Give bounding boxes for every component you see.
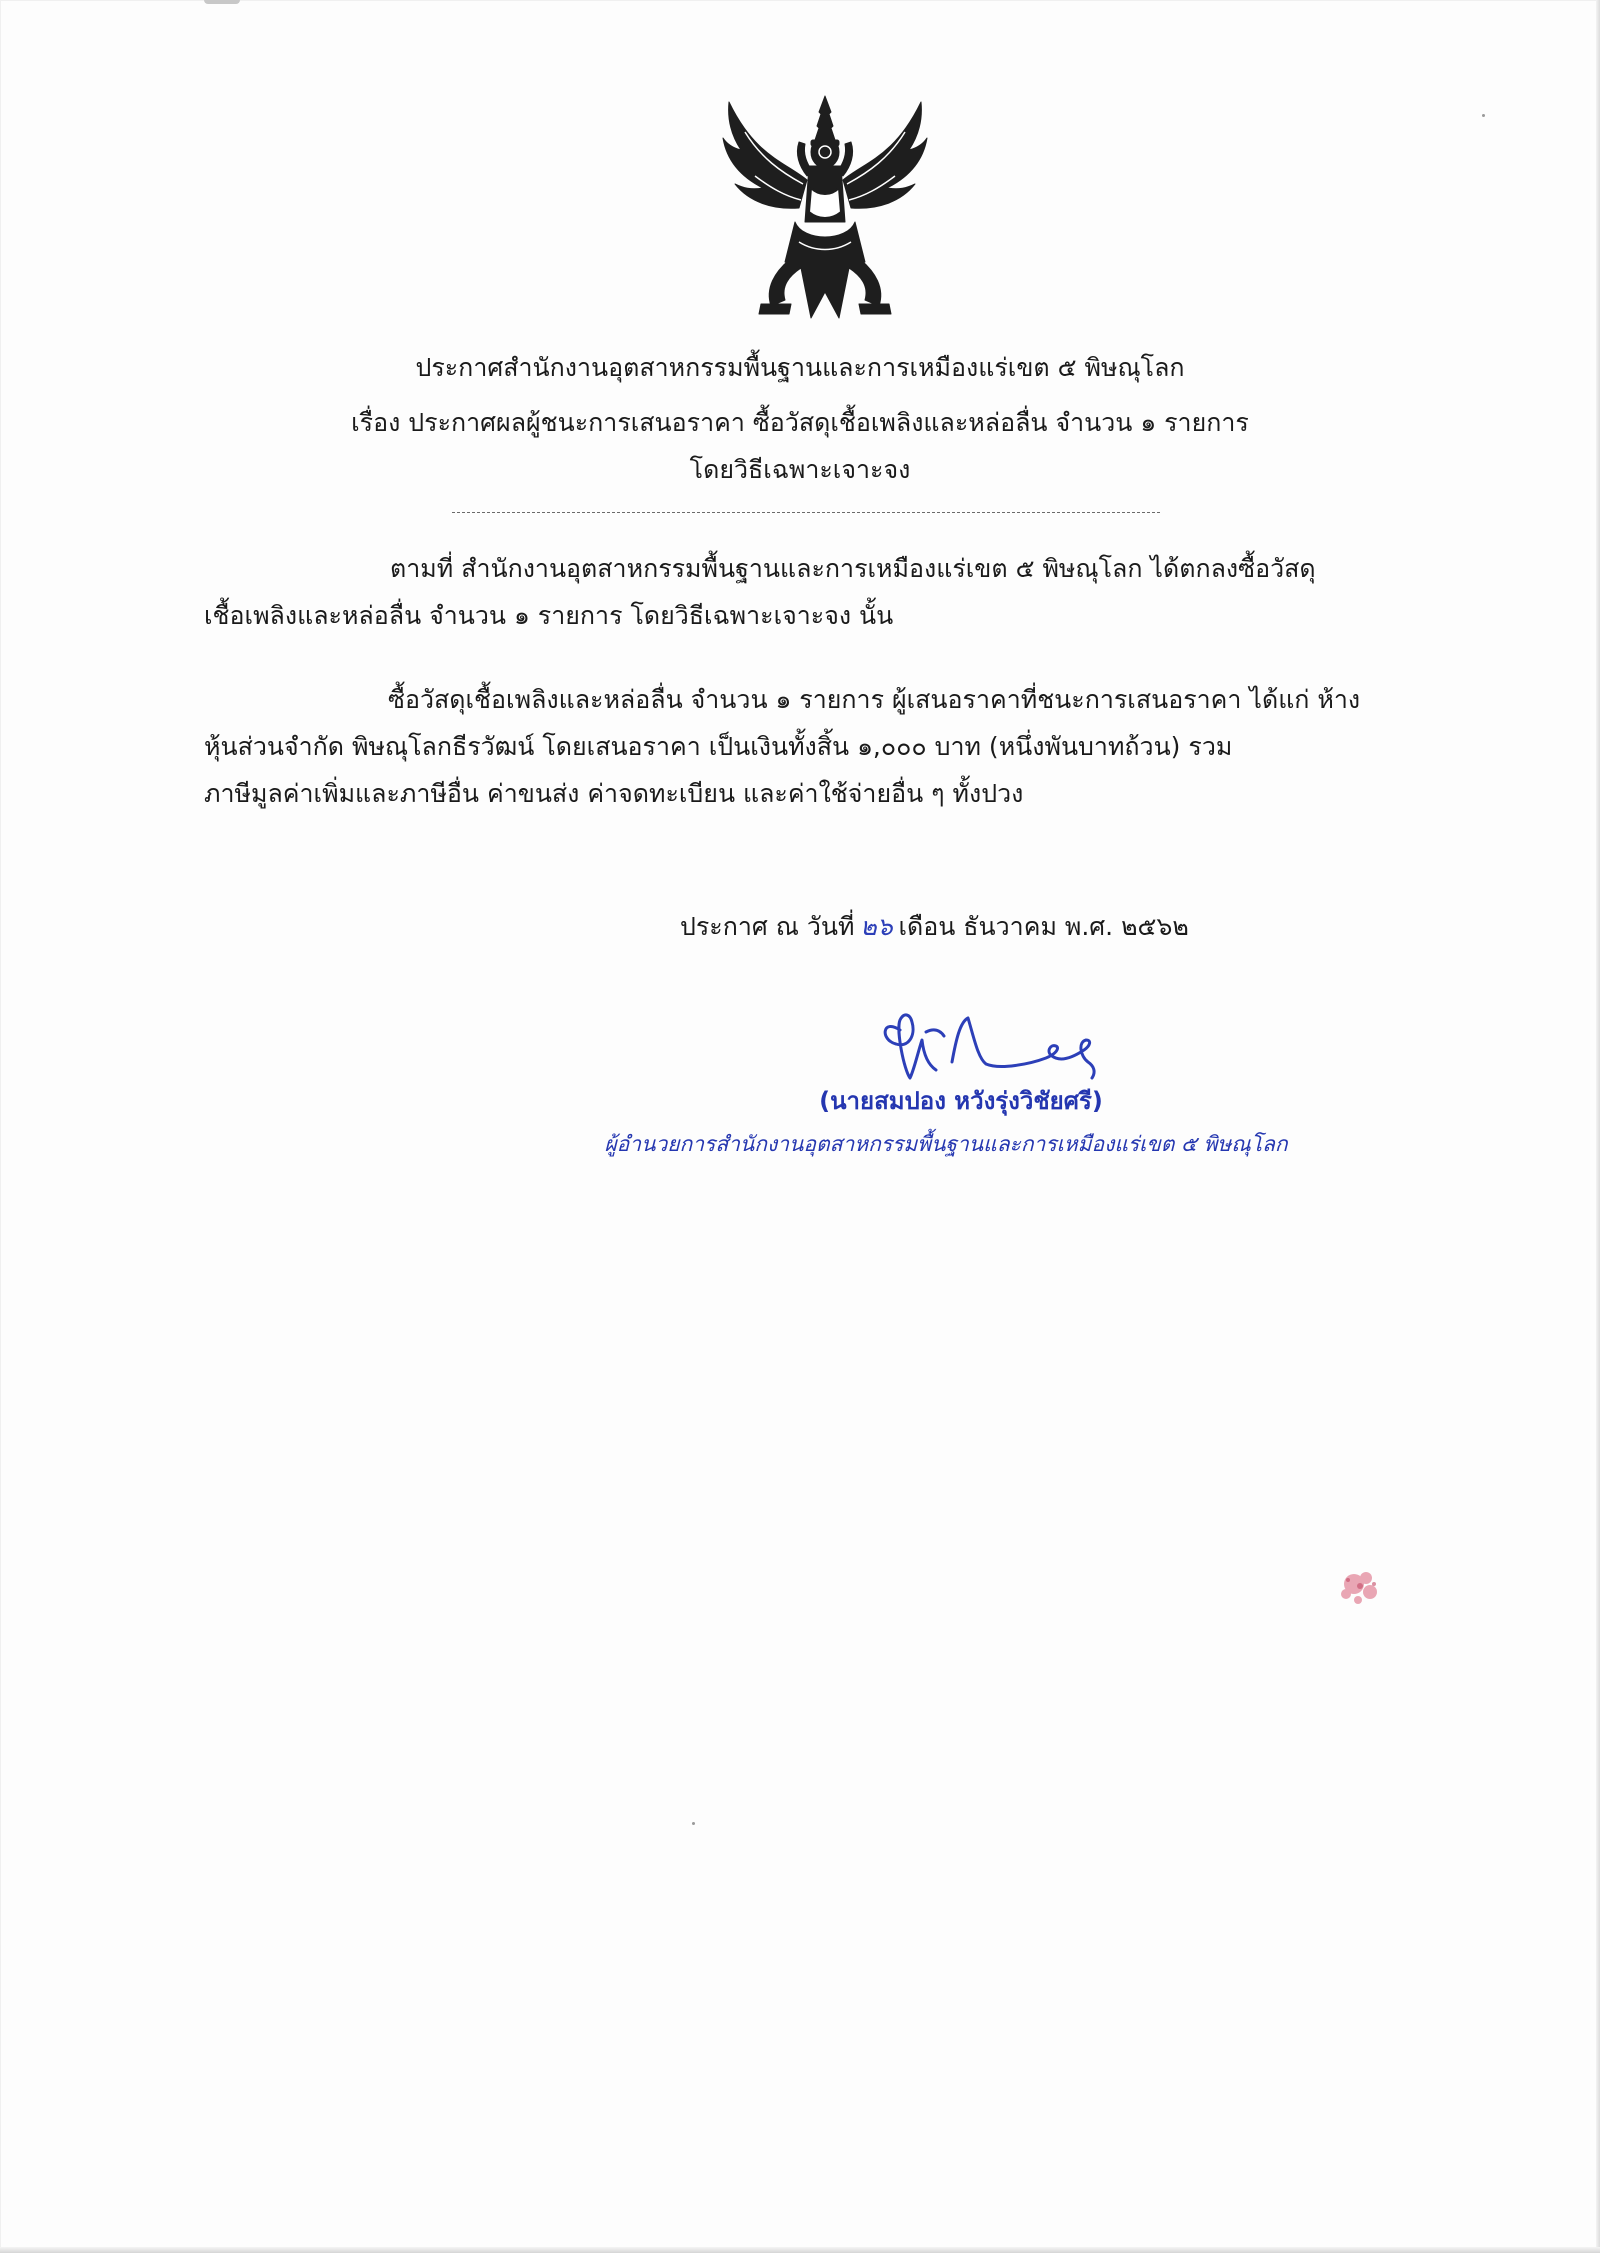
scan-speck <box>1482 114 1485 117</box>
subject-line: เรื่อง ประกาศผลผู้ชนะการเสนอราคา ซื้อวัสดุเชื้อเพลิงและหล่อลื่น จำนวน ๑ รายการ <box>351 408 1249 437</box>
paragraph-2-line-2: หุ้นส่วนจำกัด พิษณุโลกธีรวัฒน์ โดยเสนอราคา เป็นเงินทั้งสิ้น ๑,๐๐๐ บาท (หนึ่งพันบาทถ้วน) รวม <box>204 732 1233 761</box>
scan-speck <box>692 1822 695 1825</box>
paragraph-2-line-3: ภาษีมูลค่าเพิ่มและภาษีอื่น ค่าขนส่ง ค่าจดทะเบียน และค่าใช้จ่ายอื่น ๆ ทั้งปวง <box>204 779 1024 808</box>
date-prefix: ประกาศ ณ วันที่ <box>680 912 855 941</box>
red-seal-stamp-icon <box>1318 1556 1398 1616</box>
scan-edge-right <box>1596 0 1600 2253</box>
procurement-method: โดยวิธีเฉพาะเจาะจง <box>689 455 911 484</box>
scan-mark <box>204 0 240 4</box>
date-suffix: เดือน ธันวาคม พ.ศ. ๒๕๖๒ <box>898 912 1189 941</box>
garuda-emblem-icon <box>715 92 935 332</box>
announcement-date <box>680 909 1189 945</box>
paragraph-1-line-1: ตามที่ สำนักงานอุตสาหกรรมพื้นฐานและการเหมืองแร่เขต ๕ พิษณุโลก ได้ตกลงซื้อวัสดุ <box>390 554 1316 583</box>
announcement-heading: ประกาศสำนักงานอุตสาหกรรมพื้นฐานและการเหมืองแร่เขต ๕ พิษณุโลก <box>415 353 1185 382</box>
header-divider <box>452 512 1160 513</box>
paragraph-1-line-2: เชื้อเพลิงและหล่อลื่น จำนวน ๑ รายการ โดยวิธีเฉพาะเจาะจง นั้น <box>204 601 894 630</box>
handwritten-signature-icon <box>860 1000 1120 1090</box>
paragraph-2-line-1: ซื้อวัสดุเชื้อเพลิงและหล่อลื่น จำนวน ๑ รายการ ผู้เสนอราคาที่ชนะการเสนอราคา ได้แก่ ห้าง <box>388 685 1361 714</box>
signer-title: ผู้อำนวยการสำนักงานอุตสาหกรรมพื้นฐานและการเหมืองแร่เขต ๕ พิษณุโลก <box>604 1132 1288 1156</box>
date-day-handwritten: ๒๖ <box>860 912 893 941</box>
scan-edge-bottom <box>0 2247 1600 2253</box>
signer-name: (นายสมปอง หวังรุ่งวิชัยศรี) <box>819 1087 1103 1115</box>
